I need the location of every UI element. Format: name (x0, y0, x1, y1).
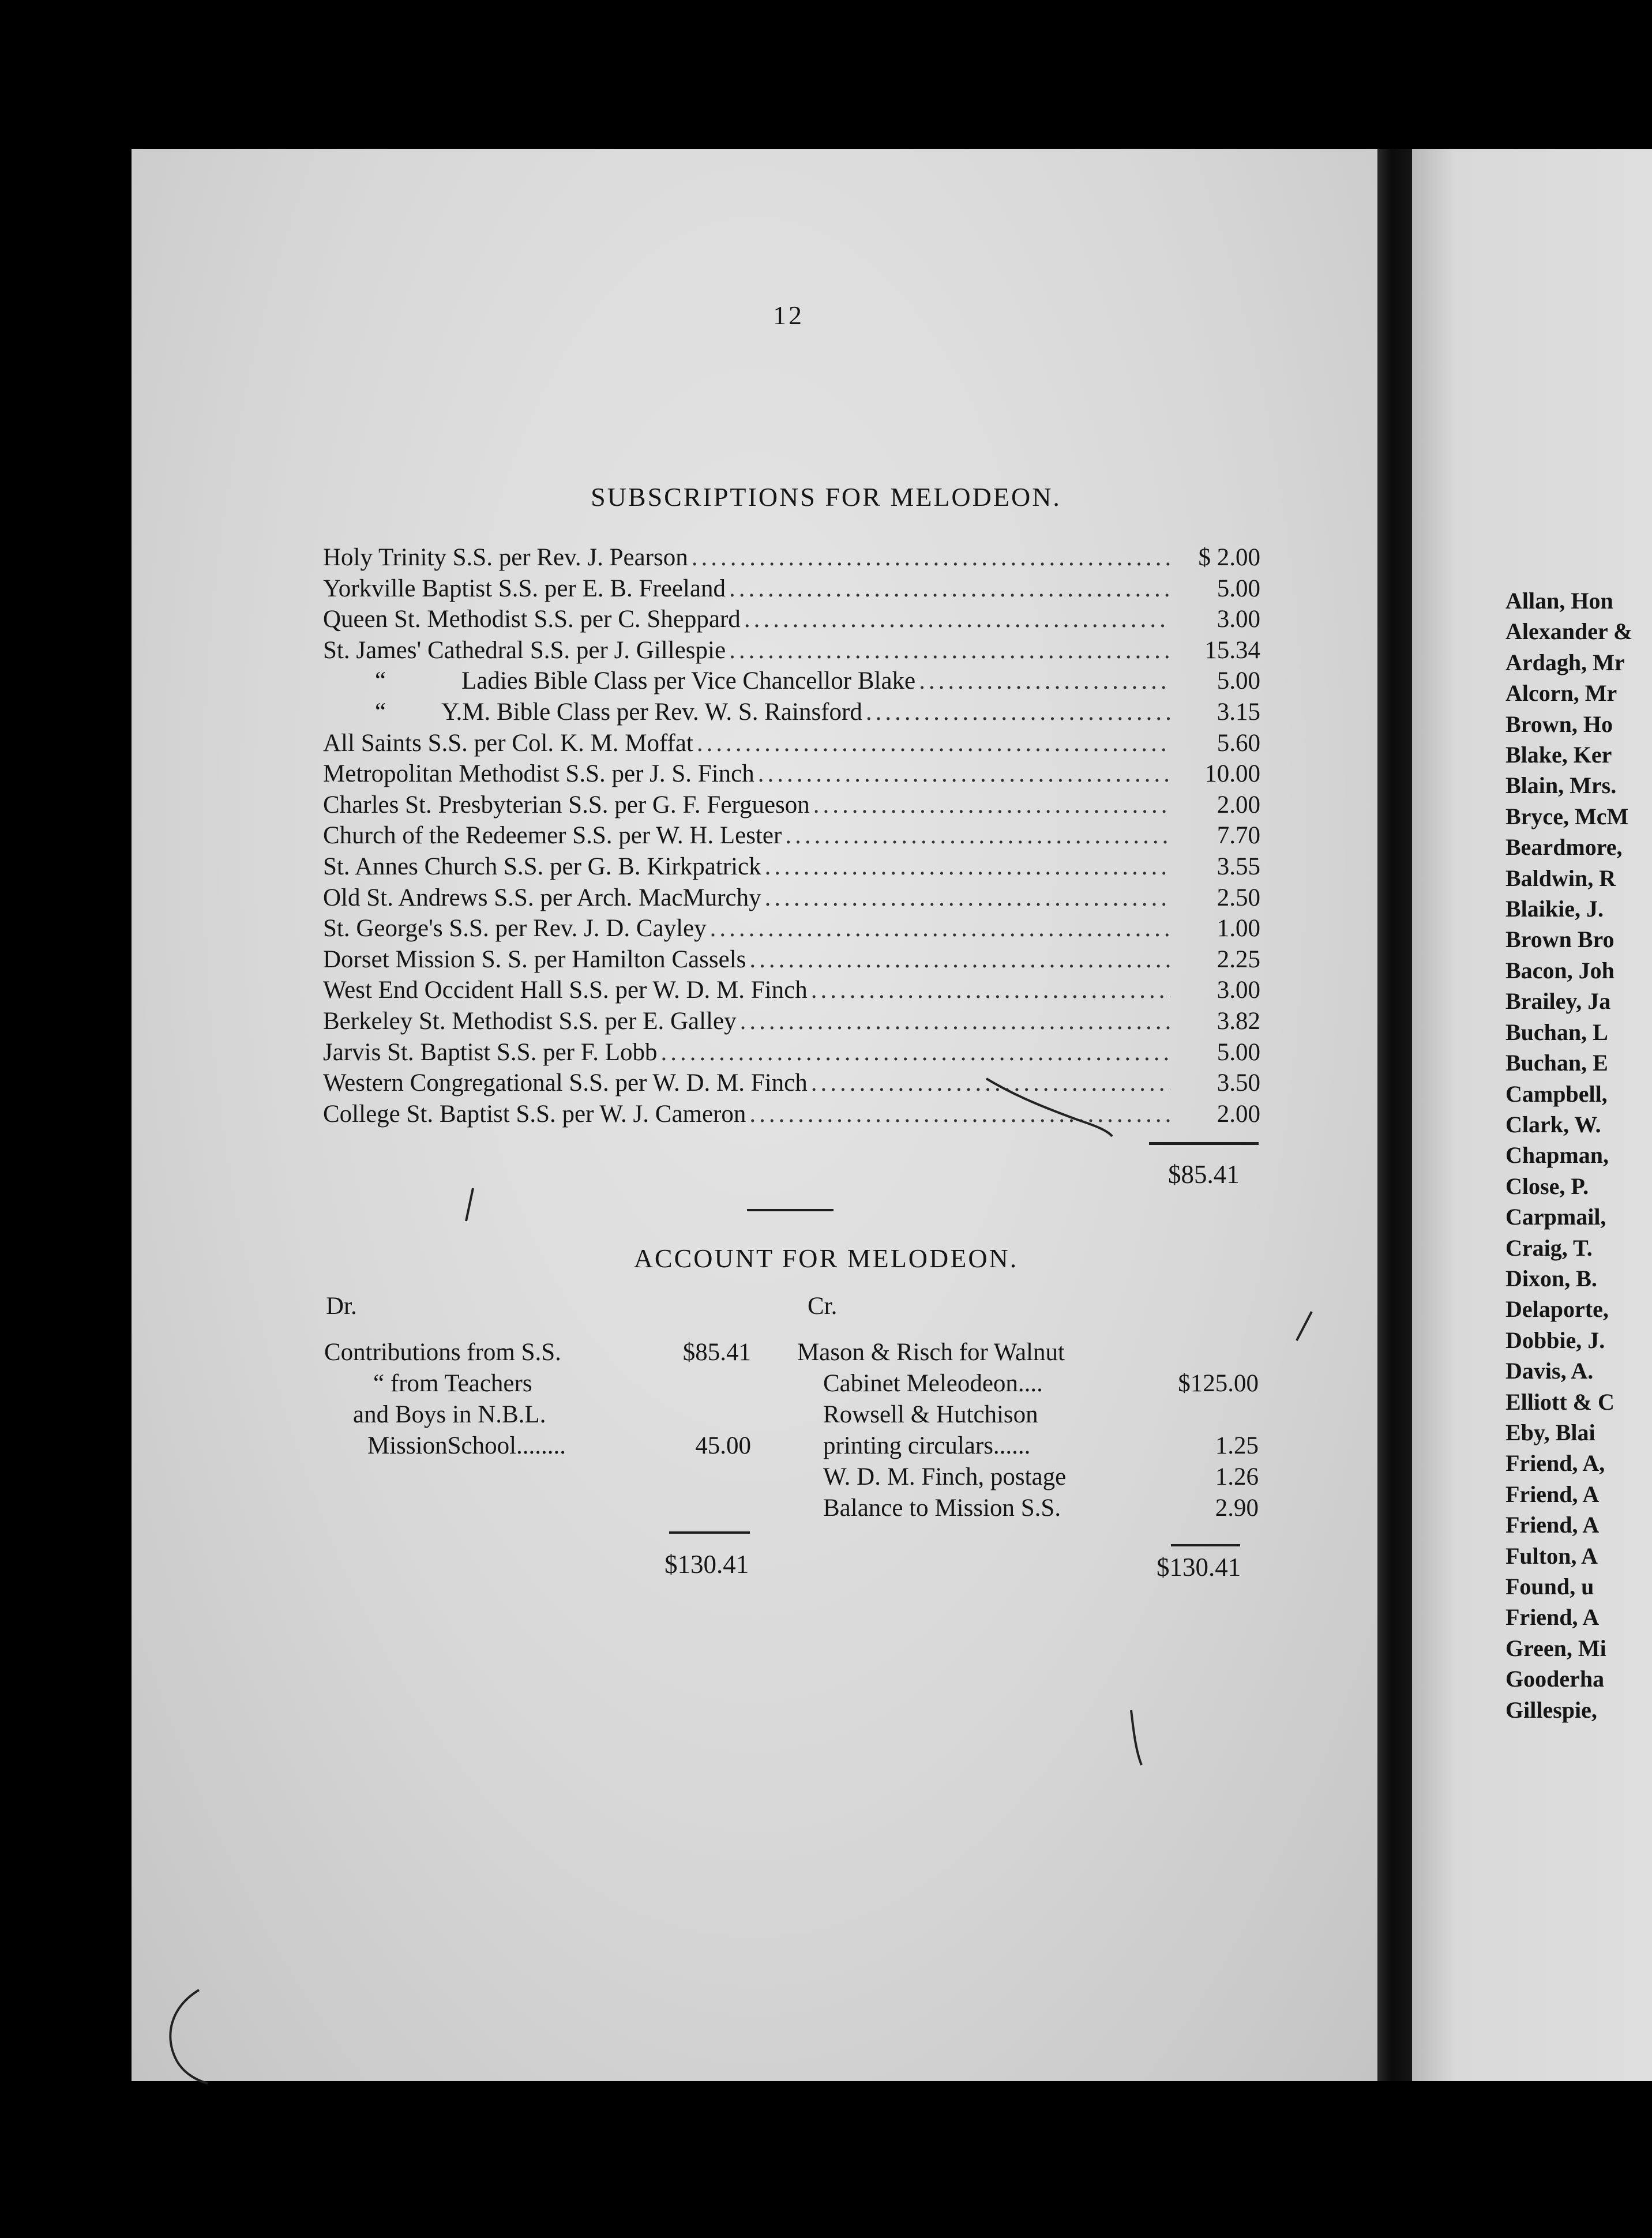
subscription-amount: 2.25 (1217, 945, 1260, 973)
subscription-row (323, 666, 1260, 697)
subscription-label (323, 758, 754, 790)
subscription-text: Holy Trinity S.S. per Rev. J. Pearson (323, 544, 688, 571)
facing-page-name: Dixon, B. (1505, 1265, 1597, 1291)
account-line-value: 1.26 (1215, 1463, 1259, 1490)
leader-dots (785, 820, 1170, 851)
facing-page-name: Clark, W. (1505, 1111, 1601, 1137)
debit-total-rule (669, 1531, 750, 1534)
subscription-row (323, 1006, 1260, 1037)
subscription-amount: 1.00 (1217, 915, 1260, 942)
facing-page-name: Brown Bro (1505, 926, 1615, 953)
subscription-row (323, 913, 1260, 944)
subscription-text: Y.M. Bible Class per Rev. W. S. Rainsford (441, 698, 862, 726)
pencil-mark (981, 1073, 1119, 1142)
subscription-amount: $ 2.00 (1174, 542, 1260, 573)
credit-total: $130.41 (1157, 1553, 1241, 1582)
account-line (797, 1368, 1259, 1399)
subscription-text: Yorkville Baptist S.S. per E. B. Freeland (323, 574, 726, 602)
subscription-label (323, 542, 688, 573)
debit-header: Dr. (326, 1293, 357, 1320)
facing-page-name: Campbell, (1505, 1080, 1608, 1107)
subscription-row (323, 820, 1260, 851)
leader-dots (744, 604, 1170, 635)
subscription-amount: 2.00 (1217, 791, 1260, 818)
leader-dots (765, 851, 1170, 883)
account-line-value: 2.90 (1215, 1494, 1259, 1522)
account-line-text: and Boys in N.B.L. (353, 1401, 546, 1428)
subscription-text: Old St. Andrews S.S. per Arch. MacMurchy (323, 884, 761, 911)
account-line (324, 1337, 751, 1368)
facing-page-name: Beardmore, (1505, 834, 1623, 861)
facing-page-name: Blain, Mrs. (1505, 772, 1617, 799)
subscription-row (323, 1037, 1260, 1068)
leader-dots (765, 883, 1170, 914)
subscription-text: Dorset Mission S. S. per Hamilton Cassels (323, 945, 746, 973)
subscription-row (323, 1068, 1260, 1099)
facing-page-name: Brailey, Ja (1505, 988, 1611, 1015)
subscription-text: St. George's S.S. per Rev. J. D. Cayley (323, 915, 707, 942)
subscription-amount: 7.70 (1217, 822, 1260, 850)
facing-page-name: Baldwin, R (1505, 865, 1616, 891)
facing-page-name: Alexander & (1505, 618, 1633, 645)
facing-page-name: Davis, A. (1505, 1358, 1594, 1384)
leader-dots (710, 913, 1170, 944)
subscription-text: Metropolitan Methodist S.S. per J. S. Finch (323, 760, 754, 788)
subscription-label (323, 1099, 746, 1130)
facing-page-name-list (1505, 585, 1632, 1725)
leader-dots (919, 666, 1170, 697)
subscription-label (323, 666, 915, 697)
facing-page-name: Friend, A (1505, 1481, 1600, 1507)
credit-header: Cr. (808, 1293, 838, 1320)
pencil-mark (461, 1185, 479, 1226)
subscription-label (323, 820, 782, 851)
account-line-value: $125.00 (1178, 1370, 1259, 1397)
subscription-amount: 3.00 (1217, 606, 1260, 633)
facing-page-name: Craig, T. (1505, 1234, 1593, 1261)
facing-page-name: Gooderha (1505, 1666, 1605, 1692)
account-line-text: Balance to Mission S.S. (823, 1494, 1061, 1522)
subscription-text: St. James' Cathedral S.S. per J. Gillespie (323, 636, 726, 664)
subscription-label (323, 975, 808, 1006)
subscription-amount: 5.00 (1217, 1038, 1260, 1066)
subscription-label (323, 697, 862, 728)
account-line-text: Contributions from S.S. (324, 1339, 561, 1366)
pencil-mark (153, 1984, 216, 2088)
account-line-text: Mason & Risch for Walnut (797, 1339, 1065, 1366)
facing-page-name: Buchan, E (1505, 1050, 1608, 1076)
subscription-row (323, 728, 1260, 759)
subscription-text: Jarvis St. Baptist S.S. per F. Lobb (323, 1038, 658, 1066)
account-line-text: Cabinet Meleodeon.... (823, 1370, 1043, 1397)
account-line (324, 1430, 751, 1462)
page-number: 12 (773, 301, 804, 330)
pencil-mark (1128, 1707, 1145, 1771)
facing-page-name: Green, Mi (1505, 1635, 1606, 1661)
facing-page-name: Blaikie, J. (1505, 896, 1604, 922)
facing-page-name: Brown, Ho (1505, 711, 1613, 737)
account-line (797, 1430, 1259, 1462)
subscription-label (323, 1037, 658, 1068)
subscription-row (323, 697, 1260, 728)
ditto-mark: “ (375, 667, 386, 695)
account-line (324, 1399, 751, 1430)
leader-dots (697, 728, 1170, 759)
subscription-label (323, 573, 726, 604)
account-line-text: printing circulars...... (823, 1432, 1031, 1459)
debit-total: $130.41 (664, 1550, 749, 1579)
facing-page-name: Buchan, L (1505, 1019, 1608, 1045)
facing-page-name: Friend, A (1505, 1604, 1600, 1631)
credit-column (797, 1337, 1259, 1524)
subscriptions-title: SUBSCRIPTIONS FOR MELODEON. (591, 482, 1061, 512)
facing-page-name: Gillespie, (1505, 1696, 1597, 1723)
subscription-row (323, 851, 1260, 883)
facing-page-name: Carpmail, (1505, 1204, 1606, 1230)
subscriptions-total: $85.41 (1168, 1160, 1240, 1189)
pencil-mark (1292, 1309, 1315, 1344)
account-line-text: MissionSchool........ (367, 1432, 566, 1459)
subscription-row (323, 604, 1260, 635)
facing-page-name: Friend, A (1505, 1512, 1600, 1538)
subscription-row (323, 883, 1260, 914)
subscription-label (323, 728, 693, 759)
facing-page-name: Friend, A, (1505, 1450, 1605, 1477)
subscription-amount: 3.82 (1217, 1007, 1260, 1035)
subscription-amount: 5.00 (1217, 667, 1260, 695)
subscription-amount: 3.50 (1217, 1069, 1260, 1097)
book-gutter (1377, 149, 1412, 2081)
leader-dots (758, 758, 1170, 790)
credit-total-rule (1171, 1544, 1240, 1546)
facing-page-name: Found, u (1505, 1574, 1594, 1599)
facing-page-name: Blake, Ker (1505, 742, 1612, 768)
facing-page-name: Bacon, Joh (1505, 957, 1615, 983)
debit-column (324, 1337, 751, 1462)
subscription-label (323, 1006, 737, 1037)
subscription-text: College St. Baptist S.S. per W. J. Cameron (323, 1100, 746, 1128)
subscription-row (323, 542, 1260, 573)
account-line-value: 45.00 (695, 1432, 751, 1459)
account-line (797, 1399, 1259, 1430)
subscription-amount: 5.00 (1217, 574, 1260, 602)
leader-dots (866, 697, 1170, 728)
subscription-text: All Saints S.S. per Col. K. M. Moffat (323, 729, 693, 757)
subscription-label (323, 604, 741, 635)
account-title: ACCOUNT FOR MELODEON. (633, 1244, 1019, 1273)
account-line-value: $85.41 (682, 1339, 751, 1366)
facing-page-name: Bryce, McM (1505, 803, 1629, 829)
subscription-text: West End Occident Hall S.S. per W. D. M. Finch (323, 977, 808, 1004)
subscription-label (323, 883, 761, 914)
ditto-mark: “ (375, 698, 386, 726)
subscription-label (323, 851, 761, 883)
account-line-text: Rowsell & Hutchison (823, 1401, 1038, 1428)
leader-dots (811, 975, 1170, 1006)
account-line-text: W. D. M. Finch, postage (823, 1463, 1067, 1490)
subscription-row (323, 975, 1260, 1006)
subscription-row (323, 573, 1260, 604)
subscriptions-list (323, 542, 1260, 1129)
subtotal-rule (1149, 1142, 1259, 1145)
facing-page-name: Ardagh, Mr (1505, 649, 1625, 675)
account-line (797, 1337, 1259, 1368)
leader-dots (729, 635, 1170, 666)
subscription-label (323, 944, 746, 975)
subscription-text: Western Congregational S.S. per W. D. M. Finch (323, 1069, 808, 1097)
subscription-text: St. Annes Church S.S. per G. B. Kirkpatrick (323, 853, 761, 880)
subscription-row (323, 790, 1260, 821)
facing-page-name: Fulton, A (1505, 1542, 1598, 1569)
account-line-text: “ from Teachers (373, 1370, 532, 1397)
leader-dots (729, 573, 1170, 604)
subscription-amount: 2.50 (1217, 884, 1260, 911)
subscription-amount: 3.15 (1217, 698, 1260, 726)
subscription-row (323, 758, 1260, 790)
account-line-value: 1.25 (1215, 1432, 1259, 1459)
facing-page-name: Allan, Hon (1505, 588, 1613, 614)
facing-page-name: Chapman, (1505, 1142, 1609, 1169)
facing-page-name: Alcorn, Mr (1505, 680, 1617, 707)
facing-page-name: Dobbie, J. (1505, 1327, 1605, 1353)
subscription-row (323, 635, 1260, 666)
facing-page-name: Elliott & C (1505, 1388, 1615, 1415)
subscription-row (323, 1099, 1260, 1130)
subscription-text: Berkeley St. Methodist S.S. per E. Galley (323, 1007, 737, 1035)
subscription-row (323, 944, 1260, 975)
subscription-amount: 10.00 (1204, 760, 1260, 788)
subscription-amount: 3.00 (1217, 977, 1260, 1004)
subscription-label (323, 790, 810, 821)
account-line (797, 1493, 1259, 1524)
subscription-amount: 2.00 (1217, 1100, 1260, 1128)
facing-page-name: Close, P. (1505, 1173, 1589, 1199)
leader-dots (749, 944, 1170, 975)
leader-dots (661, 1037, 1171, 1068)
facing-page-name: Eby, Blai (1505, 1419, 1595, 1445)
subscription-amount: 3.55 (1217, 853, 1260, 880)
leader-dots (740, 1006, 1170, 1037)
subscription-text: Ladies Bible Class per Vice Chancellor Blake (461, 667, 916, 695)
account-line (324, 1368, 751, 1399)
section-divider (747, 1209, 833, 1211)
subscription-amount: 5.60 (1217, 729, 1260, 757)
subscription-label (323, 1068, 808, 1099)
account-line (797, 1462, 1259, 1493)
subscription-amount: 15.34 (1204, 636, 1260, 664)
subscription-label (323, 913, 707, 944)
subscription-label (323, 635, 726, 666)
subscription-text: Church of the Redeemer S.S. per W. H. Lester (323, 822, 782, 850)
facing-page-name: Delaporte, (1505, 1296, 1609, 1323)
leader-dots (692, 542, 1170, 573)
subscription-text: Queen St. Methodist S.S. per C. Sheppard (323, 606, 741, 633)
subscription-text: Charles St. Presbyterian S.S. per G. F. Fergueson (323, 791, 810, 818)
leader-dots (813, 790, 1170, 821)
